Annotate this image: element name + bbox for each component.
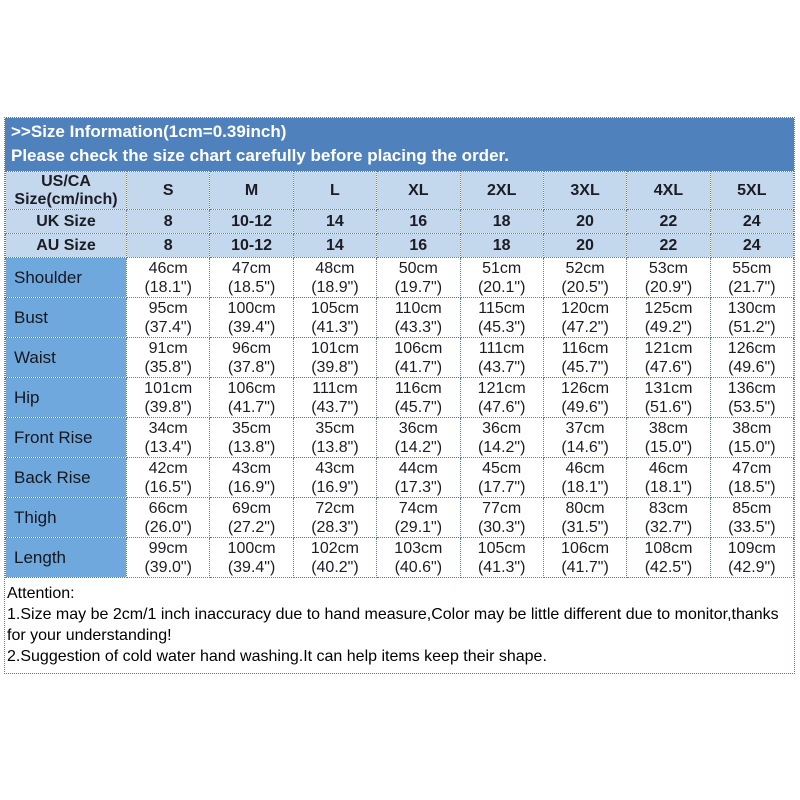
cm-value: 38cm — [732, 419, 772, 437]
cm-value: 42cm — [148, 459, 188, 477]
inch-value: (27.2") — [227, 518, 276, 536]
cm-value: 110cm — [394, 299, 442, 317]
cm-value: 53cm — [648, 259, 688, 277]
cm-value: 100cm — [227, 539, 276, 557]
cm-value: 120cm — [561, 299, 610, 317]
cm-value: 125cm — [644, 299, 693, 317]
au-size-value: 22 — [627, 234, 710, 258]
measurement-cell — [377, 378, 460, 418]
attention-title: Attention: — [7, 585, 75, 602]
measurement-cell — [210, 458, 293, 498]
size-header-s: S — [127, 172, 210, 210]
cm-value: 111cm — [478, 339, 525, 357]
inch-value: (13.8") — [227, 438, 276, 456]
uk-size-value: 16 — [377, 210, 460, 234]
uk-size-value: 22 — [627, 210, 710, 234]
inch-value: (29.1") — [394, 518, 443, 536]
measurement-label: Shoulder — [6, 258, 127, 298]
cm-value: 126cm — [727, 339, 776, 357]
measurement-cell — [543, 298, 626, 338]
inch-value: (14.2") — [477, 438, 526, 456]
measurement-cell — [627, 418, 710, 458]
measurement-cell — [127, 378, 210, 418]
au-size-value: 10-12 — [210, 234, 293, 258]
measurement-cell — [627, 498, 710, 538]
inch-value: (18.9") — [311, 278, 359, 296]
measurement-cell — [710, 458, 793, 498]
cm-value: 36cm — [482, 419, 522, 437]
inch-value: (39.4") — [227, 318, 276, 336]
inch-value: (42.5") — [644, 558, 693, 576]
measurement-cell — [127, 258, 210, 298]
size-header-2xl: 2XL — [460, 172, 543, 210]
cm-value: 103cm — [394, 539, 443, 557]
measurement-cell — [710, 338, 793, 378]
inch-value: (47.6") — [644, 358, 693, 376]
inch-value: (32.7") — [644, 518, 693, 536]
cm-value: 43cm — [315, 459, 355, 477]
measurement-cell — [460, 418, 543, 458]
uk-size-value: 18 — [460, 210, 543, 234]
inch-value: (39.8") — [144, 398, 192, 416]
size-header-m: M — [210, 172, 293, 210]
measurement-cell — [127, 458, 210, 498]
inch-value: (31.5") — [561, 518, 609, 536]
cm-value: 44cm — [398, 459, 438, 477]
measurement-label: Waist — [6, 338, 127, 378]
measurement-cell — [127, 418, 210, 458]
inch-value: (33.5") — [728, 518, 776, 536]
measurement-cell — [710, 378, 793, 418]
inch-value: (41.7") — [227, 398, 276, 416]
au-size-value: 14 — [293, 234, 376, 258]
inch-value: (40.6") — [394, 558, 443, 576]
measurement-label: Back Rise — [6, 458, 127, 498]
inch-value: (45.7") — [394, 398, 443, 416]
uk-size-label: UK Size — [6, 210, 127, 234]
measurement-cell — [293, 258, 376, 298]
inch-value: (26.0") — [144, 518, 192, 536]
measurement-cell — [210, 258, 293, 298]
au-size-value: 16 — [377, 234, 460, 258]
measurement-cell — [543, 258, 626, 298]
measurement-cell — [627, 458, 710, 498]
measurement-cell — [543, 338, 626, 378]
au-size-value: 8 — [127, 234, 210, 258]
inch-value: (43.7") — [311, 398, 359, 416]
cm-value: 130cm — [727, 299, 776, 317]
inch-value: (18.1") — [144, 278, 192, 296]
measurement-cell — [627, 338, 710, 378]
cm-value: 52cm — [565, 259, 605, 277]
measurement-cell — [377, 338, 460, 378]
inch-value: (21.7") — [728, 278, 776, 296]
cm-value: 85cm — [732, 499, 772, 517]
inch-value: (49.2") — [644, 318, 693, 336]
inch-value: (41.7") — [394, 358, 443, 376]
measurement-cell — [293, 538, 376, 578]
measurement-cell — [293, 418, 376, 458]
uk-size-value: 14 — [293, 210, 376, 234]
attention-note-2: 2.Suggestion of cold water hand washing.It can help items keep their shape. — [7, 648, 547, 665]
cm-value: 46cm — [565, 459, 605, 477]
measurement-row-back-rise — [6, 458, 794, 498]
size-header-row — [6, 172, 794, 210]
cm-value: 102cm — [310, 539, 359, 557]
uk-size-row — [6, 210, 794, 234]
measurement-cell — [127, 338, 210, 378]
inch-value: (15.0") — [644, 438, 693, 456]
cm-value: 116cm — [394, 379, 442, 397]
measurement-row-waist — [6, 338, 794, 378]
cm-value: 108cm — [644, 539, 693, 557]
au-size-label: AU Size — [6, 234, 127, 258]
au-size-value: 18 — [460, 234, 543, 258]
cm-value: 50cm — [398, 259, 438, 277]
au-size-value: 24 — [710, 234, 793, 258]
measurement-cell — [293, 458, 376, 498]
corner-header-line2: Size(cm/inch) — [14, 190, 118, 208]
cm-value: 105cm — [310, 299, 359, 317]
cm-value: 48cm — [315, 259, 355, 277]
inch-value: (37.8") — [227, 358, 276, 376]
measurement-row-shoulder — [6, 258, 794, 298]
measurement-cell — [543, 418, 626, 458]
size-header-4xl: 4XL — [627, 172, 710, 210]
measurement-cell — [543, 458, 626, 498]
measurement-cell — [210, 378, 293, 418]
measurement-cell — [127, 538, 210, 578]
cm-value: 83cm — [648, 499, 688, 517]
measurement-cell — [460, 458, 543, 498]
measurement-row-bust — [6, 298, 794, 338]
cm-value: 46cm — [148, 259, 188, 277]
measurement-cell — [127, 298, 210, 338]
cm-value: 45cm — [482, 459, 522, 477]
inch-value: (14.6") — [561, 438, 609, 456]
inch-value: (47.6") — [477, 398, 526, 416]
measurement-cell — [460, 498, 543, 538]
cm-value: 34cm — [148, 419, 188, 437]
measurement-cell — [710, 298, 793, 338]
uk-size-value: 24 — [710, 210, 793, 234]
banner-title: >>Size Information(1cm=0.39inch) — [11, 122, 287, 141]
inch-value: (20.5") — [561, 278, 609, 296]
inch-value: (41.3") — [311, 318, 359, 336]
inch-value: (43.3") — [394, 318, 443, 336]
measurement-cell — [210, 338, 293, 378]
measurement-cell — [710, 418, 793, 458]
cm-value: 47cm — [232, 259, 272, 277]
measurement-cell — [710, 498, 793, 538]
uk-size-value: 10-12 — [210, 210, 293, 234]
measurement-row-hip — [6, 378, 794, 418]
cm-value: 37cm — [565, 419, 605, 437]
measurement-cell — [543, 538, 626, 578]
au-size-row — [6, 234, 794, 258]
measurement-cell — [210, 298, 293, 338]
cm-value: 131cm — [644, 379, 693, 397]
size-header-l: L — [293, 172, 376, 210]
size-info-banner — [5, 118, 794, 171]
cm-value: 116cm — [561, 339, 609, 357]
measurement-cell — [210, 538, 293, 578]
cm-value: 96cm — [232, 339, 272, 357]
cm-value: 55cm — [732, 259, 772, 277]
inch-value: (45.3") — [477, 318, 526, 336]
cm-value: 95cm — [148, 299, 188, 317]
inch-value: (18.5") — [728, 478, 776, 496]
measurement-cell — [293, 498, 376, 538]
inch-value: (51.2") — [728, 318, 776, 336]
measurement-row-front-rise — [6, 418, 794, 458]
inch-value: (15.0") — [728, 438, 776, 456]
inch-value: (35.8") — [144, 358, 192, 376]
measurement-cell — [627, 378, 710, 418]
inch-value: (49.6") — [728, 358, 776, 376]
measurement-cell — [710, 258, 793, 298]
inch-value: (40.2") — [311, 558, 359, 576]
cm-value: 91cm — [148, 339, 188, 357]
measurement-cell — [460, 298, 543, 338]
inch-value: (16.9") — [311, 478, 359, 496]
corner-header-line1: US/CA — [41, 172, 91, 190]
inch-value: (16.5") — [144, 478, 192, 496]
measurement-cell — [543, 498, 626, 538]
cm-value: 80cm — [565, 499, 605, 517]
cm-value: 43cm — [232, 459, 272, 477]
measurement-cell — [710, 538, 793, 578]
inch-value: (41.7") — [561, 558, 609, 576]
cm-value: 36cm — [398, 419, 438, 437]
attention-note-1: 1.Size may be 2cm/1 inch inaccuracy due to hand measure,Color may be little different due to monitor,thanks for your understanding! — [7, 606, 779, 644]
measurement-label: Bust — [6, 298, 127, 338]
cm-value: 46cm — [648, 459, 688, 477]
inch-value: (51.6") — [644, 398, 693, 416]
inch-value: (16.9") — [227, 478, 276, 496]
inch-value: (49.6") — [561, 398, 609, 416]
cm-value: 69cm — [232, 499, 272, 517]
inch-value: (17.3") — [394, 478, 443, 496]
measurement-cell — [543, 378, 626, 418]
inch-value: (37.4") — [144, 318, 192, 336]
cm-value: 74cm — [398, 499, 438, 517]
cm-value: 121cm — [644, 339, 693, 357]
measurement-cell — [210, 418, 293, 458]
cm-value: 109cm — [727, 539, 776, 557]
inch-value: (41.3") — [477, 558, 526, 576]
cm-value: 101cm — [310, 339, 359, 357]
size-chart-sheet — [4, 117, 795, 674]
cm-value: 35cm — [232, 419, 272, 437]
cm-value: 77cm — [482, 499, 522, 517]
cm-value: 105cm — [477, 539, 526, 557]
cm-value: 101cm — [144, 379, 193, 397]
cm-value: 126cm — [561, 379, 610, 397]
cm-value: 72cm — [315, 499, 355, 517]
uk-size-value: 20 — [543, 210, 626, 234]
inch-value: (43.7") — [477, 358, 526, 376]
measurement-cell — [377, 258, 460, 298]
uk-size-value: 8 — [127, 210, 210, 234]
measurement-cell — [460, 258, 543, 298]
size-header-5xl: 5XL — [710, 172, 793, 210]
measurement-cell — [377, 498, 460, 538]
measurement-cell — [377, 538, 460, 578]
measurement-cell — [460, 378, 543, 418]
inch-value: (18.1") — [644, 478, 693, 496]
inch-value: (13.8") — [311, 438, 359, 456]
inch-value: (20.9") — [644, 278, 693, 296]
measurement-cell — [210, 498, 293, 538]
inch-value: (19.7") — [394, 278, 443, 296]
measurement-cell — [293, 298, 376, 338]
cm-value: 35cm — [315, 419, 355, 437]
inch-value: (20.1") — [477, 278, 526, 296]
size-header-xl: XL — [377, 172, 460, 210]
measurement-cell — [127, 498, 210, 538]
measurement-cell — [460, 538, 543, 578]
inch-value: (53.5") — [728, 398, 776, 416]
measurement-label: Length — [6, 538, 127, 578]
measurement-label: Thigh — [6, 498, 127, 538]
measurement-cell — [460, 338, 543, 378]
cm-value: 121cm — [477, 379, 526, 397]
cm-value: 99cm — [148, 539, 188, 557]
cm-value: 66cm — [148, 499, 188, 517]
cm-value: 38cm — [648, 419, 688, 437]
inch-value: (18.1") — [561, 478, 609, 496]
measurement-label: Front Rise — [6, 418, 127, 458]
inch-value: (39.0") — [144, 558, 192, 576]
inch-value: (42.9") — [728, 558, 776, 576]
cm-value: 47cm — [732, 459, 772, 477]
inch-value: (28.3") — [311, 518, 359, 536]
measurement-row-length — [6, 538, 794, 578]
measurement-cell — [293, 338, 376, 378]
inch-value: (45.7") — [561, 358, 609, 376]
inch-value: (39.8") — [311, 358, 359, 376]
cm-value: 106cm — [394, 339, 443, 357]
measurement-cell — [627, 298, 710, 338]
inch-value: (18.5") — [227, 278, 276, 296]
cm-value: 115cm — [478, 299, 526, 317]
cm-value: 111cm — [312, 379, 358, 397]
cm-value: 106cm — [561, 539, 610, 557]
cm-value: 100cm — [227, 299, 276, 317]
measurement-cell — [377, 418, 460, 458]
cm-value: 136cm — [727, 379, 776, 397]
size-header-3xl: 3XL — [543, 172, 626, 210]
measurement-cell — [377, 458, 460, 498]
inch-value: (39.4") — [227, 558, 276, 576]
banner-subtitle: Please check the size chart carefully before placing the order. — [11, 146, 509, 165]
attention-section — [5, 578, 794, 673]
corner-header-cell — [6, 172, 127, 210]
inch-value: (17.7") — [477, 478, 526, 496]
cm-value: 106cm — [227, 379, 276, 397]
inch-value: (14.2") — [394, 438, 443, 456]
measurement-row-thigh — [6, 498, 794, 538]
cm-value: 51cm — [482, 259, 522, 277]
inch-value: (30.3") — [477, 518, 526, 536]
measurement-cell — [627, 258, 710, 298]
measurement-cell — [627, 538, 710, 578]
size-chart-table — [5, 171, 794, 578]
measurement-cell — [377, 298, 460, 338]
au-size-value: 20 — [543, 234, 626, 258]
measurement-cell — [293, 378, 376, 418]
inch-value: (13.4") — [144, 438, 192, 456]
measurement-label: Hip — [6, 378, 127, 418]
inch-value: (47.2") — [561, 318, 609, 336]
